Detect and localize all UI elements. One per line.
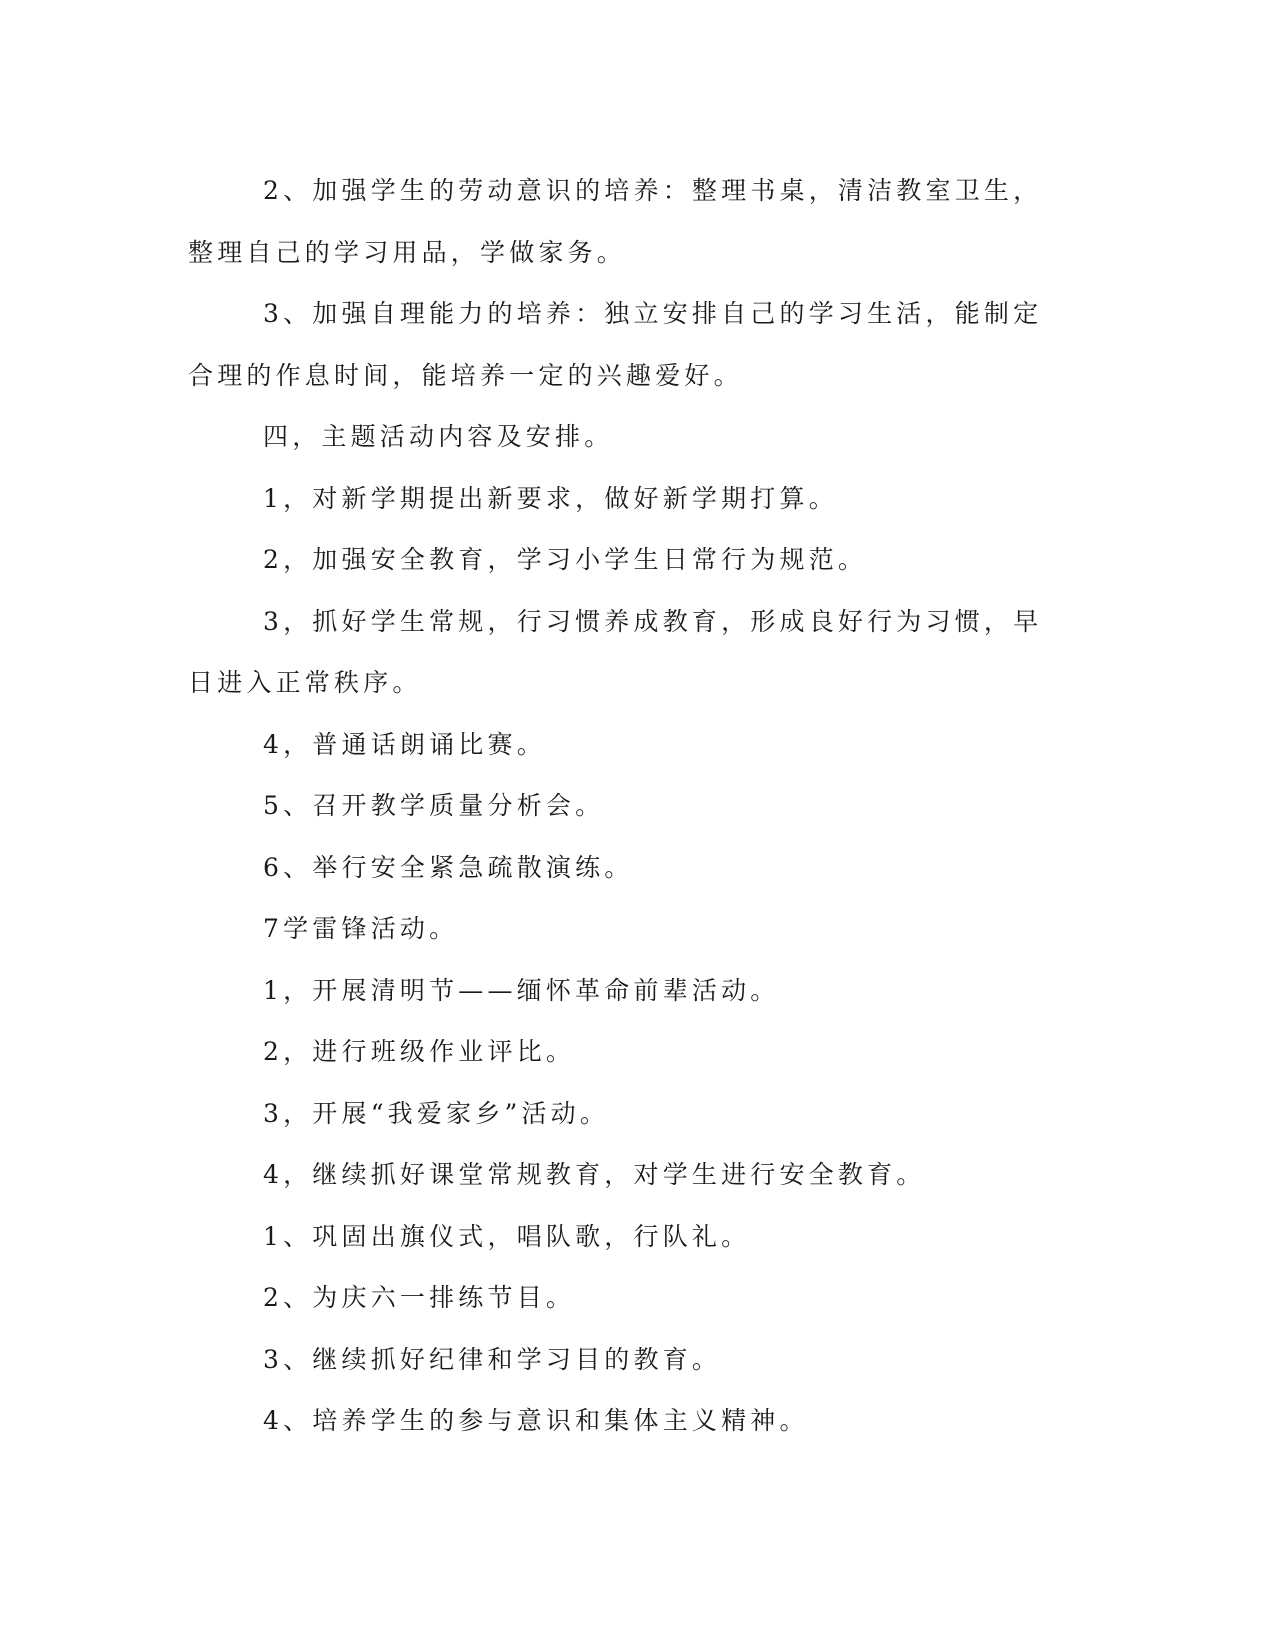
list-item: 1，开展清明节——缅怀革命前辈活动。 (263, 975, 780, 1005)
list-item: 6、举行安全紧急疏散演练。 (263, 852, 634, 882)
section-heading-activities: 四，主题活动内容及安排。 (263, 422, 614, 451)
list-item: 2、为庆六一排练节目。 (263, 1283, 576, 1312)
list-item: 1、巩固出旗仪式，唱队歌，行队礼。 (263, 1221, 751, 1251)
list-item: 4，普通话朗诵比赛。 (263, 729, 546, 759)
list-item: 2，加强安全教育，学习小学生日常行为规范。 (263, 545, 868, 574)
paragraph-self-care: 3、加强自理能力的培养：独立安排自己的学习生活，能制定合理的作息时间，能培养一定的兴趣爱好。 (188, 299, 1043, 390)
paragraph-labor-awareness: 2、加强学生的劳动意识的培养：整理书桌，清洁教室卫生，整理自己的学习用品，学做家务。 (188, 176, 1043, 267)
list-item: 7学雷锋活动。 (263, 914, 459, 943)
list-item: 1，对新学期提出新要求，做好新学期打算。 (263, 483, 838, 513)
list-item: 3，开展“我爱家乡”活动。 (263, 1098, 610, 1128)
list-item: 4，继续抓好课堂常规教育，对学生进行安全教育。 (263, 1160, 926, 1189)
list-item: 5、召开教学质量分析会。 (263, 791, 605, 820)
list-item: 4、培养学生的参与意识和集体主义精神。 (263, 1406, 809, 1435)
document-body (188, 160, 1068, 1452)
list-item: 3，抓好学生常规，行习惯养成教育，形成良好行为习惯，早日进入正常秩序。 (188, 606, 1043, 697)
list-item: 2，进行班级作业评比。 (263, 1037, 576, 1066)
list-item: 3、继续抓好纪律和学习目的教育。 (263, 1344, 722, 1374)
